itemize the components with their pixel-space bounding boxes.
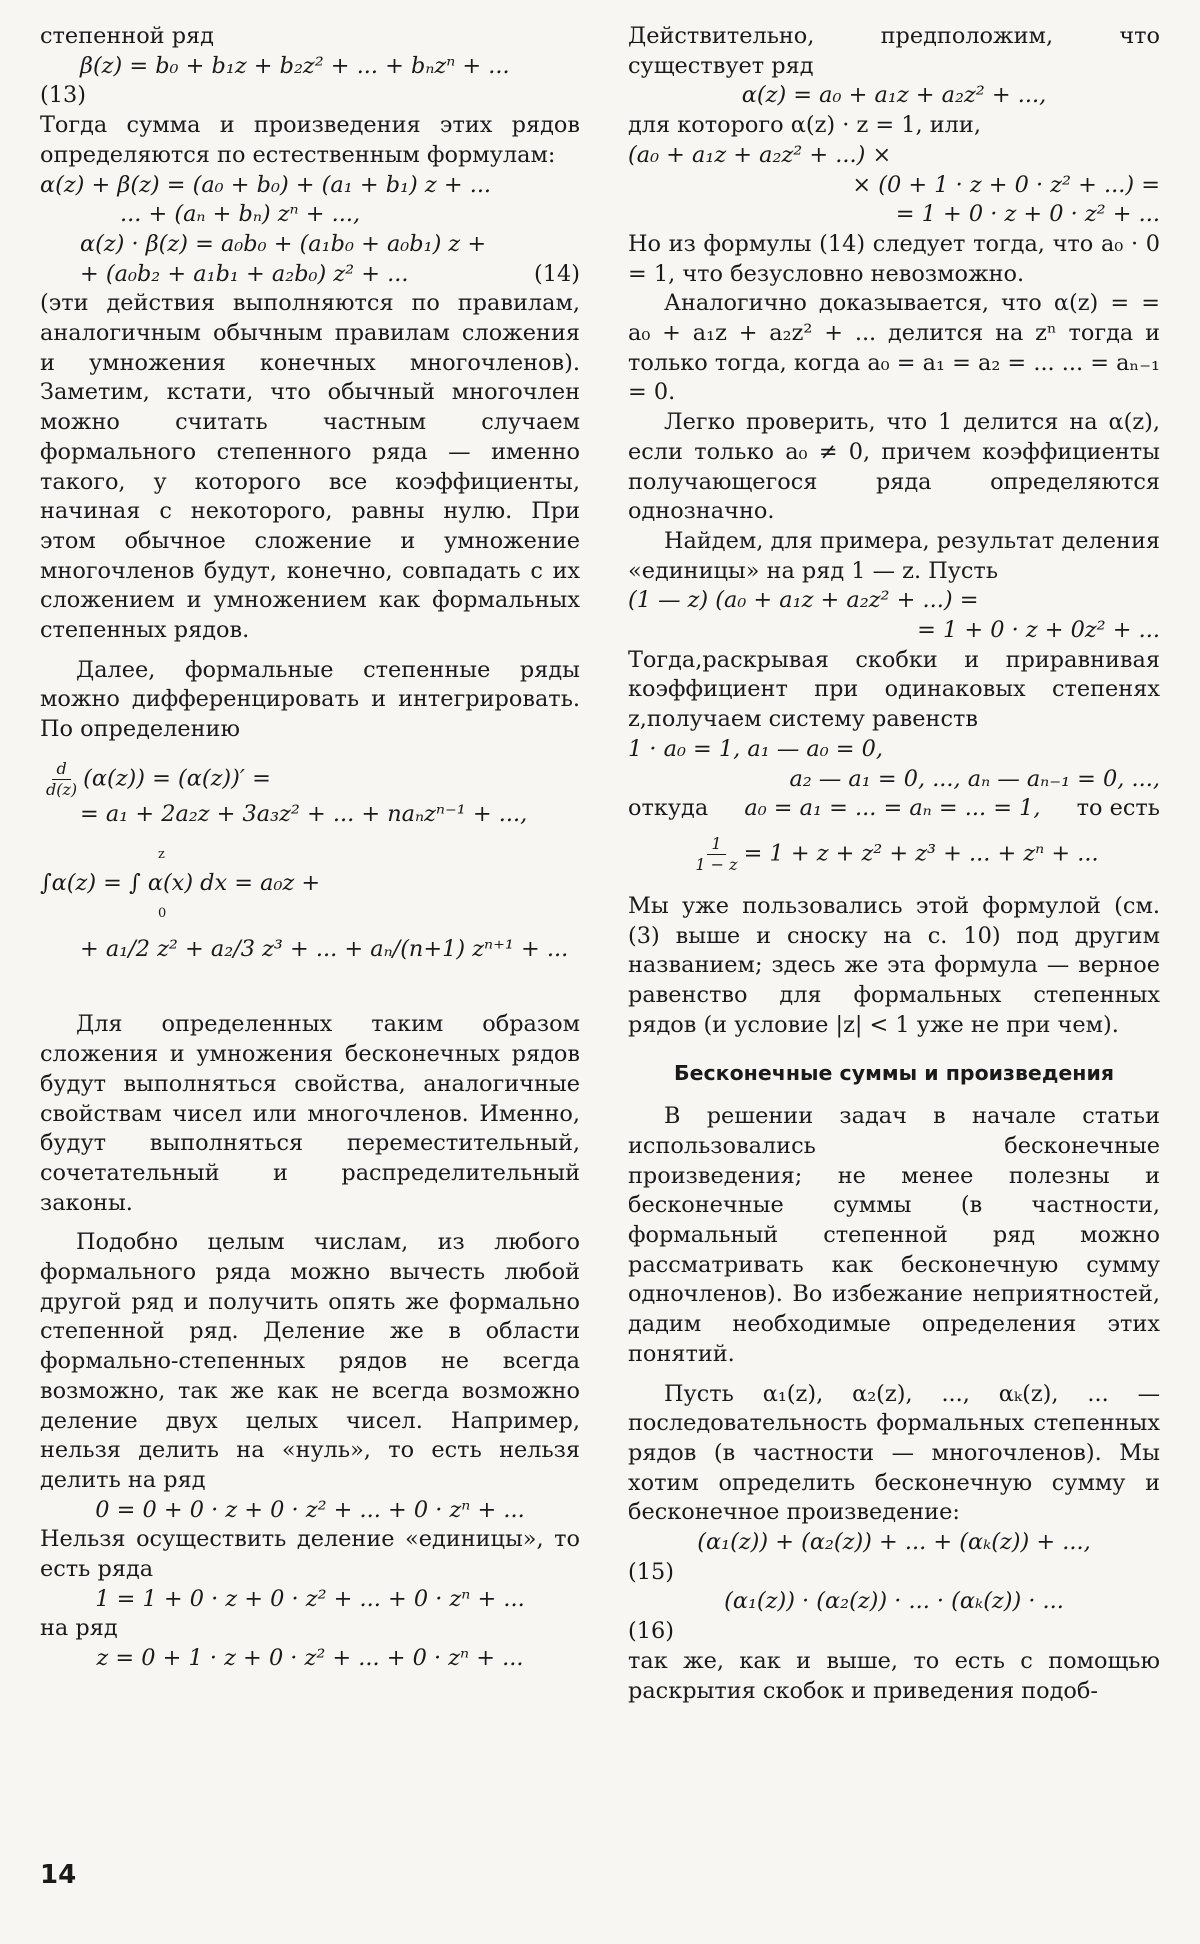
formula-product-line1: α(z) · β(z) = a₀b₀ + (a₁b₀ + a₀b₁) z + [80,230,487,257]
paragraph: Но из формулы (14) следует тогда, что a₀ · 0 = 1, что безусловно невозможно. [628,230,1160,287]
formula-sum-line2: ... + (aₙ + bₙ) zⁿ + ..., [120,201,361,228]
formula-division-line2: = 1 + 0 · z + 0z² + ... [917,617,1160,644]
formula-mult-line1: (a₀ + a₁z + a₂z² + ...) × [628,141,892,168]
paragraph: В решении задач в начале статьи использовались бесконечные произведения; не менее полезны и бесконечные суммы (в частности, формальный степенной ряд можно рассматривать как бесконечную сумму одночленов). Во избежание неприятностей, дадим необходимые определения этих понятий. [628,1103,1160,1367]
paragraph: Тогда сумма и произведения этих рядов определяются по естественным формулам: [40,112,580,168]
text-line: степенной ряд [40,23,214,49]
paragraph: Аналогично доказывается, что α(z) = = a₀ + a₁z + a₂z² + ... делится на zⁿ тогда и только тогда, когда a₀ = a₁ = a₂ = ... ... = aₙ₋₁ = 0. [628,290,1160,406]
equation-number-15: (15) [628,1558,674,1585]
formula-system-line1: 1 · a₀ = 1, a₁ — a₀ = 0, [628,735,884,762]
paragraph: Тогда,раскрывая скобки и приравнивая коэффициент при одинаковых степенях z,получаем систему равенств [628,646,1160,733]
derivative-denominator: d(z) [46,779,78,799]
result-word-to-est: то есть [1076,795,1160,822]
paragraph: Найдем, для примера, результат деления «единицы» на ряд 1 — z. Пусть [628,527,1160,584]
formula-geometric-series [628,834,1160,882]
formula-mult-line3: = 1 + 0 · z + 0 · z² + ... [895,201,1160,228]
derivative-fraction [46,759,77,800]
derivative-line2: = a₁ + 2a₂z + 3a₃z² + ... + naₙzⁿ⁻¹ + ..., [80,800,528,827]
right-column [628,22,1160,1706]
equation-number-16: (16) [628,1618,674,1645]
paragraph: Нельзя осуществить деление «единицы», то есть ряда [40,1526,580,1583]
derivative-numerator: d [52,759,70,780]
formula-15: (α₁(z)) + (α₂(z)) + ... + (αₖ(z)) + ..., [697,1529,1091,1556]
formula-system-line2: a₂ — a₁ = 0, ..., aₙ — aₙ₋₁ = 0, ..., [789,765,1160,792]
paragraph: Далее, формальные степенные ряды можно дифференцировать и интегрировать. По определению [40,656,580,743]
integral-block [40,840,580,965]
formula-mult-line2: × (0 + 1 · z + 0 · z² + ...) = [852,171,1160,198]
paragraph: для которого α(z) · z = 1, или, [628,112,981,139]
paragraph: Мы уже пользовались этой формулой (см. (3) выше и сноску на с. 10) под другим названием; здесь же эта формула — верное равенство для формальных степенных рядов (и условие |z| < 1 уже не при чем). [628,892,1160,1038]
integral-lower-limit: 0 [158,905,167,921]
geometric-denominator: 1 − z [695,854,738,874]
formula-division-line1: (1 — z) (a₀ + a₁z + a₂z² + ...) = [628,587,979,614]
geometric-fraction [695,834,737,875]
derivative-line1 [40,759,580,800]
formula-14-row [40,260,580,290]
page-number: 14 [40,1860,77,1890]
formula-sum-line1: α(z) + β(z) = (a₀ + b₀) + (a₁ + b₁) z + ... [40,171,492,198]
result-word-otkuda: откуда [628,795,709,822]
equation-number-13: (13) [40,82,86,109]
paragraph: так же, как и выше, то есть с помощью раскрытия скобок и приведения подоб- [628,1647,1160,1704]
formula-result-row [628,794,1160,824]
formula-z-series: z = 0 + 1 · z + 0 · z² + ... + 0 · zⁿ + ... [96,1645,524,1672]
section-heading: Бесконечные суммы и произведения [674,1060,1114,1085]
equation-number-14: (14) [534,260,580,287]
formula-product-line2: + (a₀b₂ + a₁b₁ + a₂b₀) z² + ... [80,260,409,287]
formula-alpha: α(z) = a₀ + a₁z + a₂z² + ..., [741,82,1047,109]
paragraph: Пусть α₁(z), α₂(z), ..., αₖ(z), ... — последовательность формальных степенных рядов (в частности — многочленов). Мы хотим определить бесконечную сумму и бесконечное произведение: [628,1380,1160,1526]
text-line: на ряд [40,1615,118,1642]
formula-zero-series: 0 = 0 + 0 · z + 0 · z² + ... + 0 · zⁿ + ... [95,1496,525,1523]
paragraph: (эти действия выполняются по правилам, аналогичным обычным правилам сложения и умножения конечных многочленов). Заметим, кстати, что обычный многочлен можно считать частным случаем формального степенного ряда — именно такого, у которого все коэффициенты, начиная с некоторого, равны нулю. При этом обычное сложение и умножение многочленов будут, конечно, совпадать с их сложением и умножением как формальных степенных рядов. [40,290,580,644]
derivative-expression: (α(z)) = (α(z))′ = [83,765,271,792]
integral-line1: ∫α(z) = ∫ α(x) dx = a₀z + [40,870,321,897]
paragraph: Действительно, предположим, что существует ряд [628,23,1160,79]
formula-13: β(z) = b₀ + b₁z + b₂z² + ... + bₙzⁿ + ... [80,52,510,79]
geometric-expression: = 1 + z + z² + z³ + ... + zⁿ + ... [743,840,1099,867]
formula-16: (α₁(z)) · (α₂(z)) · ... · (αₖ(z)) · ... [724,1588,1064,1615]
integral-line2: + a₁/2 z² + a₂/3 z³ + ... + aₙ/(n+1) zⁿ⁺¹ + ... [80,935,569,962]
left-column [40,22,580,1674]
paragraph: Легко проверить, что 1 делится на α(z), если только a₀ ≠ 0, причем коэффициенты получающегося ряда определяются однозначно. [628,409,1160,525]
paragraph: Для определенных таким образом сложения и умножения бесконечных рядов будут выполняться свойства, аналогичные свойствам чисел или многочленов. Именно, будут выполняться переместительный, сочетательный и распределительный законы. [40,1011,580,1216]
paragraph: Подобно целым числам, из любого формального ряда можно вычесть любой другой ряд и получить опять же формально степенной ряд. Деление же в области формально-степенных рядов не всегда возможно, так же как не всегда возможно деление двух целых чисел. Например, нельзя делить на «нуль», то есть нельзя делить на ряд [40,1229,580,1493]
formula-one-series: 1 = 1 + 0 · z + 0 · z² + ... + 0 · zⁿ + ... [95,1585,525,1612]
integral-upper-limit: z [158,846,165,862]
formula-result: a₀ = a₁ = ... = aₙ = ... = 1, [744,795,1041,822]
geometric-numerator: 1 [707,834,725,855]
